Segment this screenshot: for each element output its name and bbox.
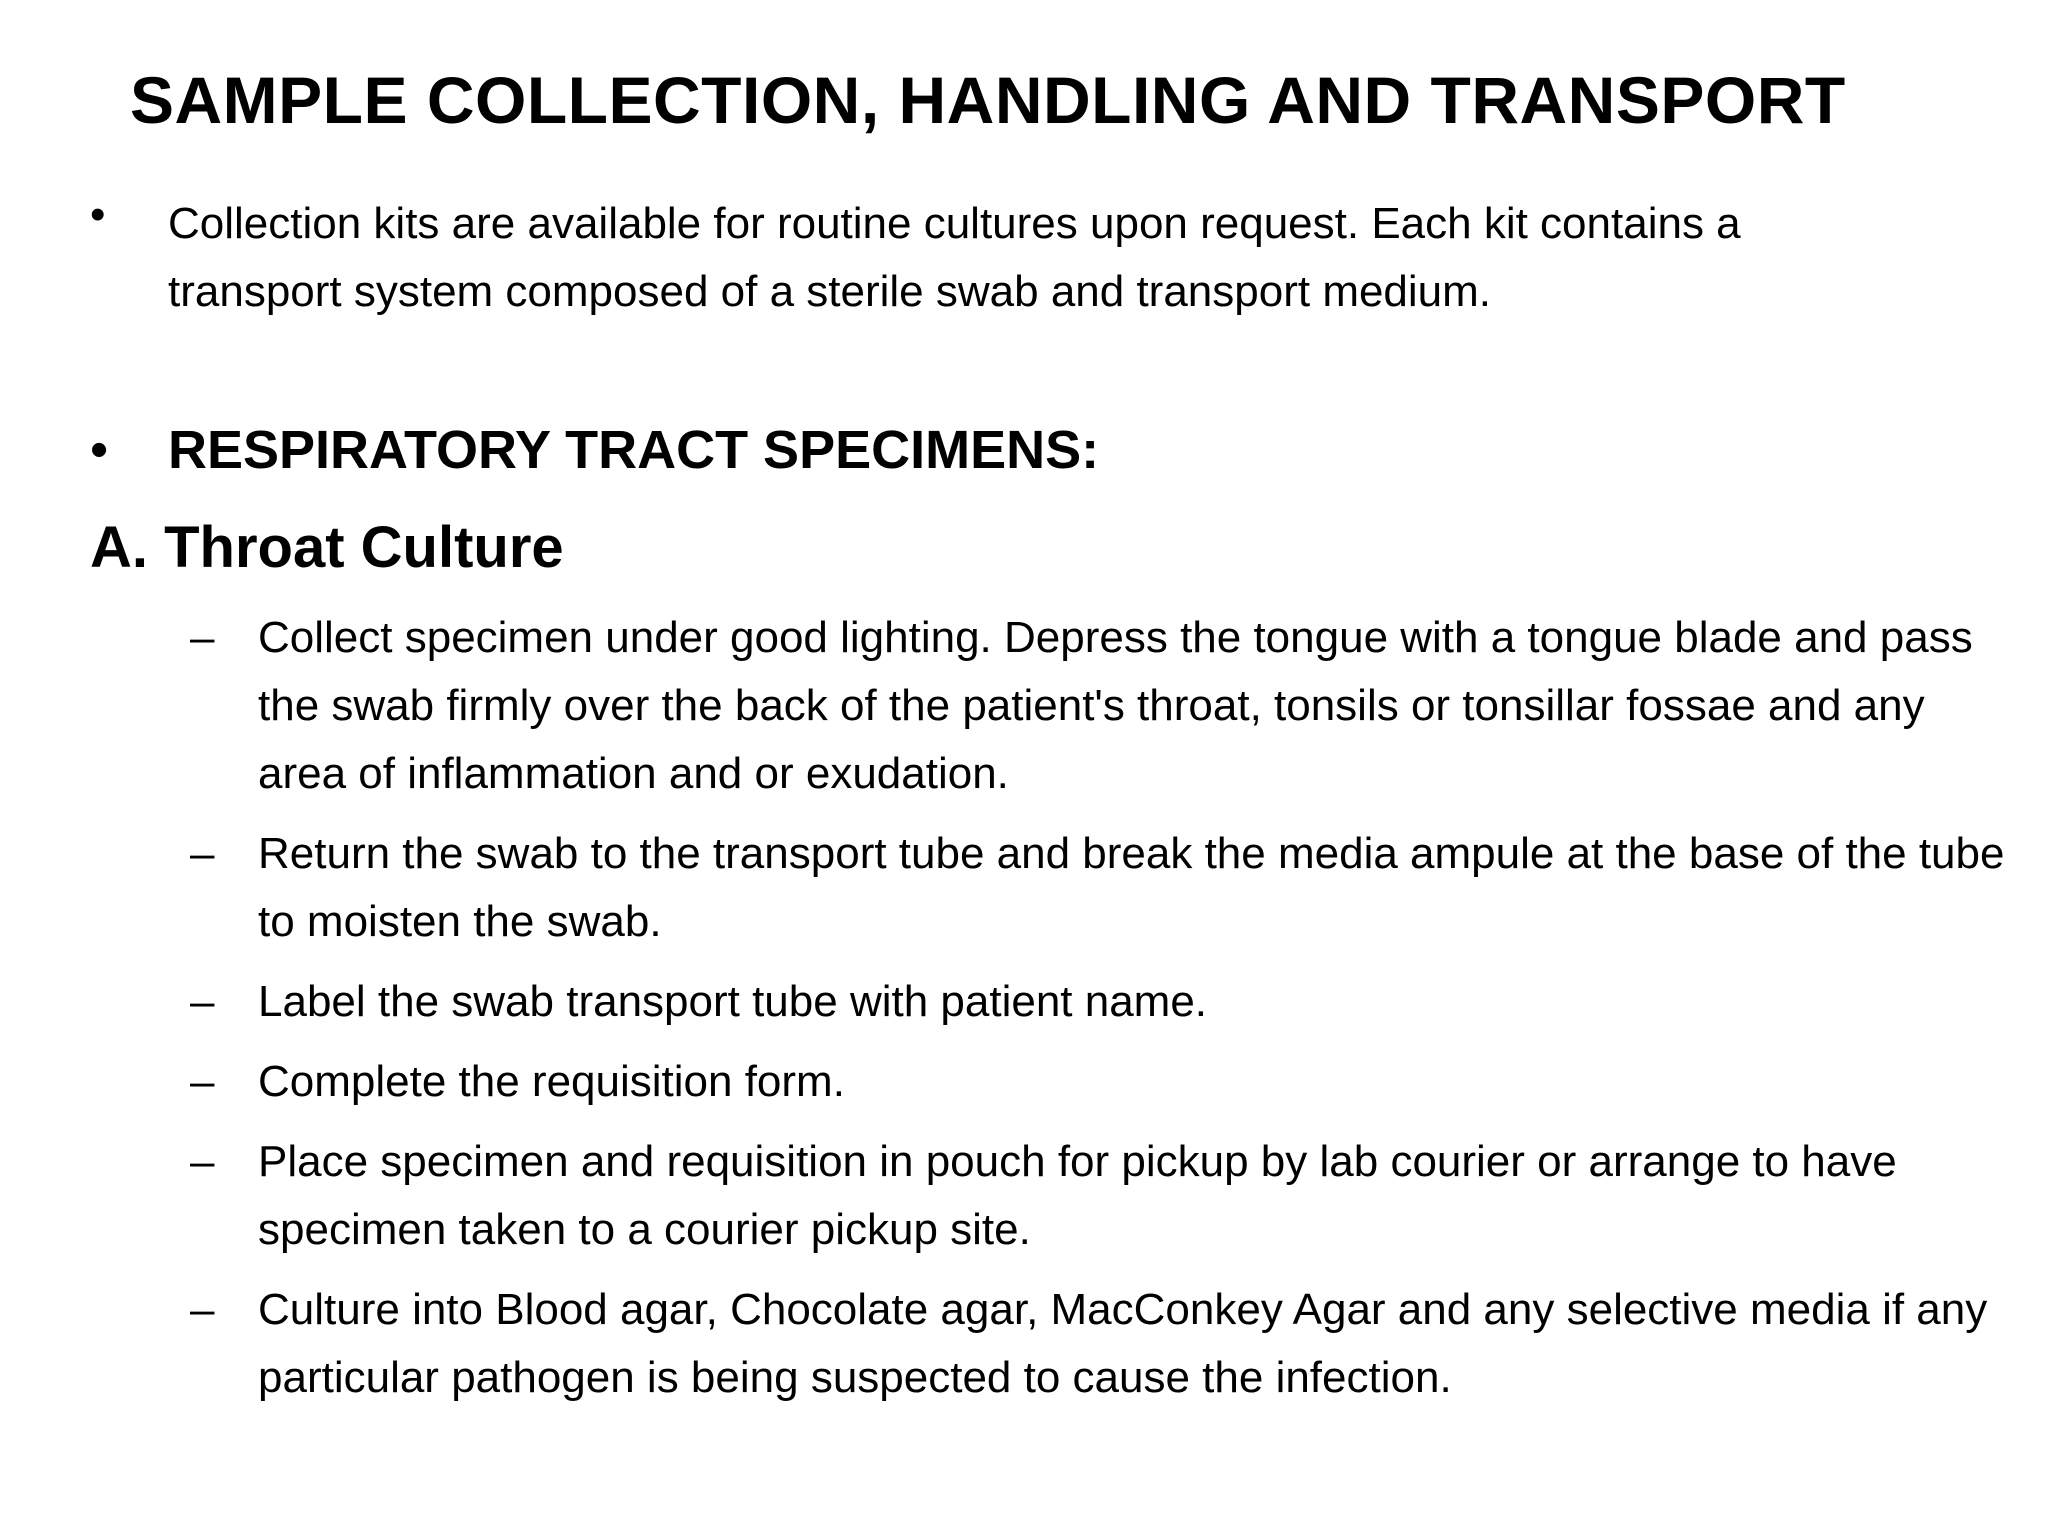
list-item [190, 604, 2010, 808]
section-bullet [90, 412, 1099, 488]
bullet-marker: • [90, 421, 109, 479]
dash-marker: – [190, 829, 215, 878]
dash-marker: – [190, 977, 215, 1026]
step-text: Label the swab transport tube with patient name. [258, 977, 1208, 1026]
list-item [190, 820, 2010, 956]
step-text: Culture into Blood agar, Chocolate agar, MacConkey Agar and any selective media if any particular pathogen is being suspected to cause the infection. [258, 1285, 1988, 1402]
list-item [190, 968, 2010, 1036]
step-list [190, 604, 2010, 1424]
intro-bullet [90, 190, 1810, 326]
subheading: A. Throat Culture [90, 515, 564, 580]
step-text: Complete the requisition form. [258, 1057, 845, 1106]
dash-marker: – [190, 1057, 215, 1106]
bullet-marker: • [90, 190, 106, 239]
list-item [190, 1128, 2010, 1264]
section-heading: RESPIRATORY TRACT SPECIMENS: [168, 420, 1100, 480]
list-item [190, 1048, 2010, 1116]
step-text: Return the swab to the transport tube and break the media ampule at the base of the tube to moisten the swab. [258, 829, 2005, 946]
slide-title: SAMPLE COLLECTION, HANDLING AND TRANSPORT [130, 63, 1846, 137]
intro-text: Collection kits are available for routine cultures upon request. Each kit contains a transport system composed of a sterile swab and transport medium. [168, 199, 1741, 316]
dash-marker: – [190, 613, 215, 662]
list-item [190, 1276, 2010, 1412]
step-text: Collect specimen under good lighting. Depress the tongue with a tongue blade and pass the swab firmly over the back of the patient's throat, tonsils or tonsillar fossae and any area of inflammation and or exudation. [258, 613, 1973, 798]
step-text: Place specimen and requisition in pouch for pickup by lab courier or arrange to have specimen taken to a courier pickup site. [258, 1137, 1897, 1254]
dash-marker: – [190, 1137, 215, 1186]
dash-marker: – [190, 1285, 215, 1334]
